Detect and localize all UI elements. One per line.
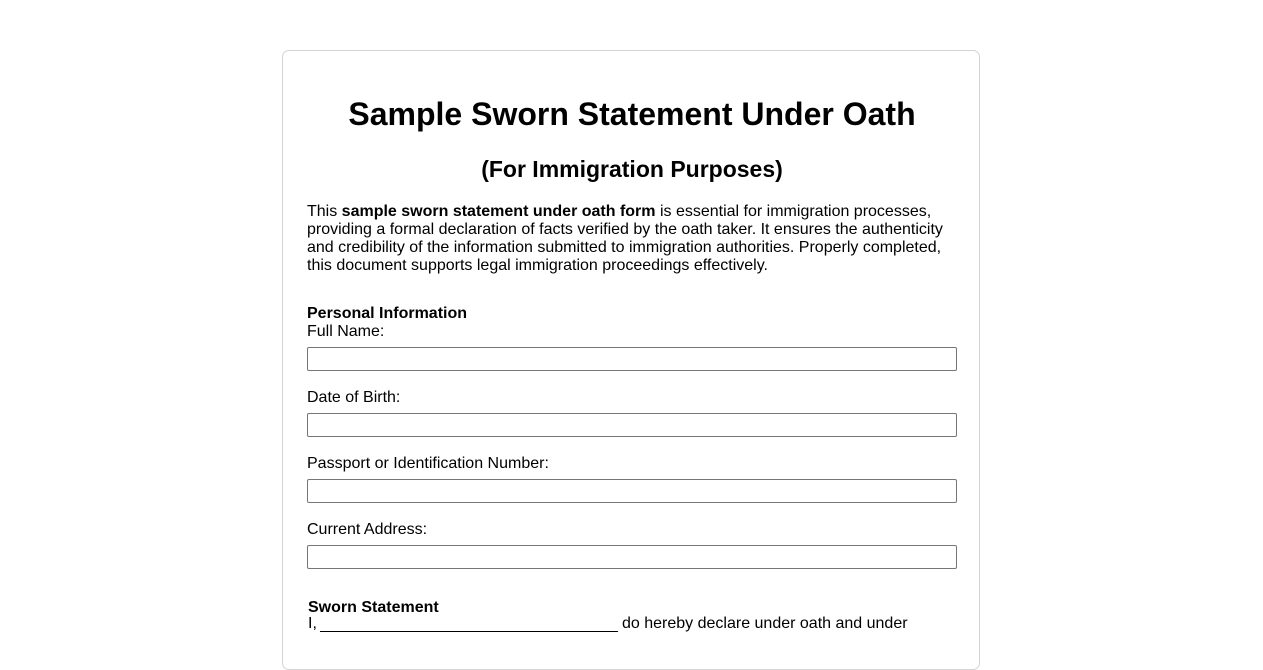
sworn-statement-line <box>308 614 948 634</box>
personal-info-heading: Personal Information <box>307 305 468 322</box>
current-address-label: Current Address: <box>307 521 428 538</box>
form-card <box>282 50 980 670</box>
sworn-statement-heading: Sworn Statement <box>308 599 439 616</box>
intro-prefix: This <box>307 203 342 220</box>
intro-paragraph <box>307 203 952 275</box>
intro-suffix: is essential for immigration processes, providing a formal declaration of facts verified by the oath taker. It ensures the authenticity and credibility of the information submitted to immigration authorities. Properly completed, this document supports legal immigration proceedings effectively. <box>307 203 943 274</box>
passport-number-field[interactable] <box>307 479 957 503</box>
date-of-birth-label: Date of Birth: <box>307 389 401 406</box>
declarant-name-blank[interactable] <box>320 631 618 632</box>
current-address-field[interactable] <box>307 545 957 569</box>
passport-number-label: Passport or Identification Number: <box>307 455 549 472</box>
intro-bold-phrase: sample sworn statement under oath form <box>341 203 656 220</box>
full-name-field[interactable] <box>307 347 957 371</box>
full-name-label: Full Name: <box>307 323 385 340</box>
date-of-birth-field[interactable] <box>307 413 957 437</box>
page-subtitle: (For Immigration Purposes) <box>481 156 783 182</box>
page-title: Sample Sworn Statement Under Oath <box>348 96 916 132</box>
statement-prefix: I, <box>308 615 317 632</box>
statement-text: do hereby declare under oath and under <box>622 615 908 632</box>
